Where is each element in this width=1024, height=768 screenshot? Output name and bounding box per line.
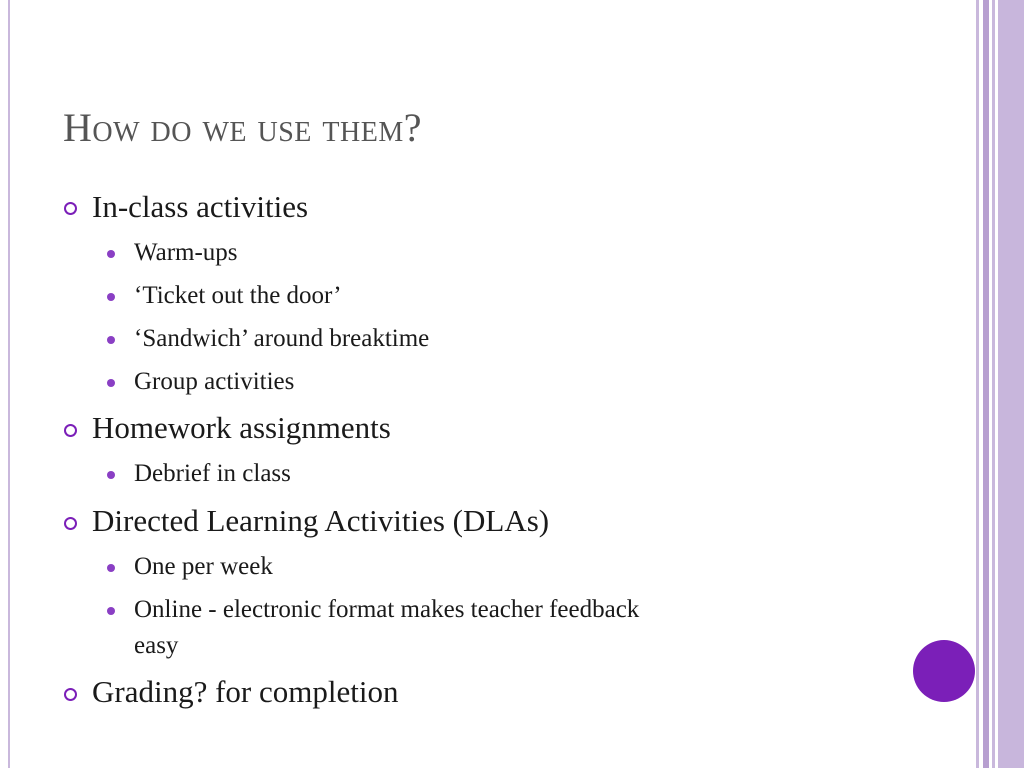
slide-title: How do we use them?	[63, 105, 422, 150]
sub-bullet-ticket-out-the-door: ‘Ticket out the door’	[134, 282, 342, 309]
dot-bullet-icon	[107, 293, 115, 301]
sub-bullet-warm-ups: Warm-ups	[134, 239, 238, 266]
right-stripe	[976, 0, 979, 768]
sub-bullet-online-format-continuation: easy	[134, 632, 179, 659]
bullet-homework-assignments: Homework assignments	[92, 410, 391, 445]
right-stripe-band	[998, 0, 1024, 768]
bullet-in-class-activities: In-class activities	[92, 189, 309, 224]
sub-bullet-group-activities: Group activities	[134, 368, 295, 395]
sub-bullet-sandwich: ‘Sandwich’ around breaktime	[134, 325, 430, 352]
dot-bullet-icon	[107, 564, 115, 572]
sub-bullet-debrief-in-class: Debrief in class	[134, 460, 291, 487]
dot-bullet-icon	[107, 607, 115, 615]
dot-bullet-icon	[107, 250, 115, 258]
bullet-grading: Grading? for completion	[92, 674, 399, 709]
dot-bullet-icon	[107, 471, 115, 479]
ring-bullet-icon	[64, 424, 77, 437]
ring-bullet-icon	[64, 688, 77, 701]
dot-bullet-icon	[107, 336, 115, 344]
ring-bullet-icon	[64, 202, 77, 215]
right-stripe	[983, 0, 989, 768]
bullet-dlas: Directed Learning Activities (DLAs)	[92, 503, 550, 538]
ring-bullet-icon	[64, 517, 77, 530]
sub-bullet-one-per-week: One per week	[134, 553, 273, 580]
dot-bullet-icon	[107, 379, 115, 387]
sub-bullet-online-format: Online - electronic format makes teacher feedback	[134, 596, 640, 623]
right-stripe	[992, 0, 995, 768]
